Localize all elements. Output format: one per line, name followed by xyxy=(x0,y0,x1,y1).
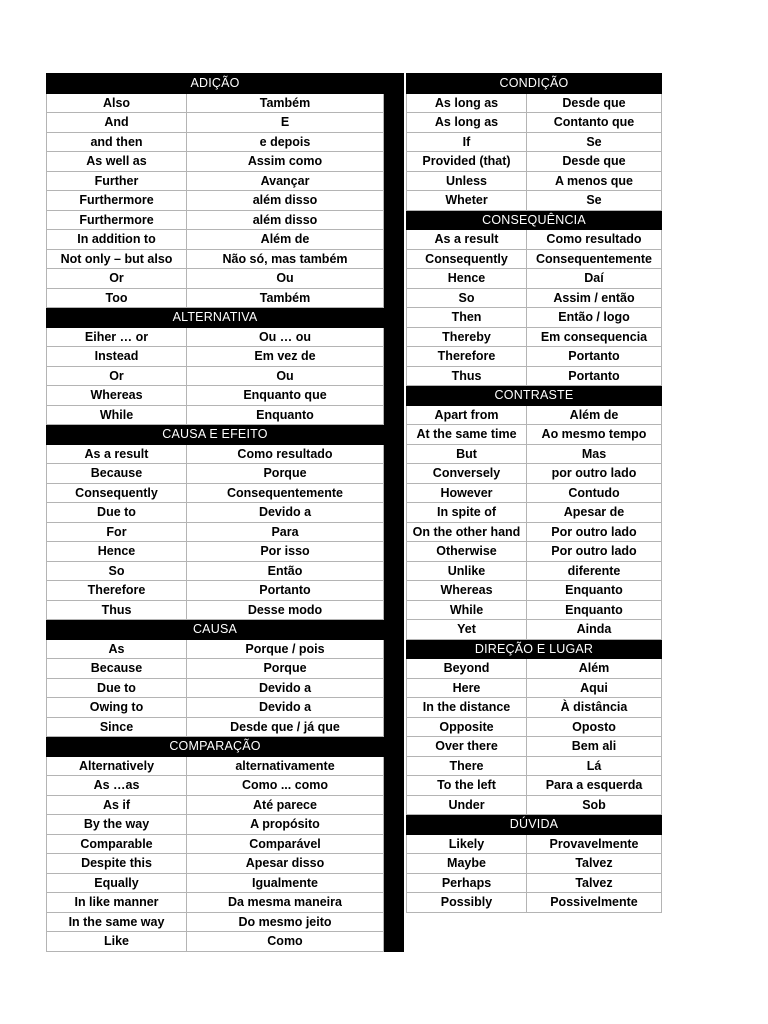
english-term: As a result xyxy=(407,230,527,250)
table-row xyxy=(407,561,662,581)
english-term: Likely xyxy=(407,834,527,854)
right-table-body xyxy=(407,74,662,913)
portuguese-term: Como ... como xyxy=(187,776,384,796)
table-row xyxy=(407,834,662,854)
english-term: Due to xyxy=(47,678,187,698)
english-term: Thus xyxy=(407,366,527,386)
table-row xyxy=(407,191,662,211)
english-term: As long as xyxy=(407,113,527,133)
english-term: As a result xyxy=(47,444,187,464)
english-term: Otherwise xyxy=(407,542,527,562)
section-header xyxy=(47,425,384,445)
portuguese-term: Possivelmente xyxy=(527,893,662,913)
table-row xyxy=(407,425,662,445)
left-table-body xyxy=(47,74,384,952)
table-row xyxy=(47,327,384,347)
english-term: As long as xyxy=(407,93,527,113)
portuguese-term: Por outro lado xyxy=(527,542,662,562)
portuguese-term: Até parece xyxy=(187,795,384,815)
section-title: DIREÇÃO E LUGAR xyxy=(407,639,662,659)
portuguese-term: Enquanto que xyxy=(187,386,384,406)
english-term: Perhaps xyxy=(407,873,527,893)
english-term: At the same time xyxy=(407,425,527,445)
table-row xyxy=(47,698,384,718)
portuguese-term: Por outro lado xyxy=(527,522,662,542)
table-row xyxy=(407,152,662,172)
english-term: Yet xyxy=(407,620,527,640)
english-term: Too xyxy=(47,288,187,308)
table-row xyxy=(407,113,662,133)
portuguese-term: Portanto xyxy=(187,581,384,601)
english-term: In the same way xyxy=(47,912,187,932)
english-term: There xyxy=(407,756,527,776)
portuguese-term: Ao mesmo tempo xyxy=(527,425,662,445)
portuguese-term: Enquanto xyxy=(527,581,662,601)
english-term: Over there xyxy=(407,737,527,757)
portuguese-term: e depois xyxy=(187,132,384,152)
portuguese-term: À distância xyxy=(527,698,662,718)
table-row xyxy=(47,581,384,601)
portuguese-term: Então xyxy=(187,561,384,581)
table-row xyxy=(407,464,662,484)
table-row xyxy=(47,522,384,542)
english-term: In addition to xyxy=(47,230,187,250)
portuguese-term: Enquanto xyxy=(527,600,662,620)
table-row xyxy=(407,249,662,269)
table-row xyxy=(407,327,662,347)
english-term: Furthermore xyxy=(47,210,187,230)
english-term: Unlike xyxy=(407,561,527,581)
portuguese-term: Assim / então xyxy=(527,288,662,308)
english-term: Owing to xyxy=(47,698,187,718)
english-term: Equally xyxy=(47,873,187,893)
portuguese-term: alternativamente xyxy=(187,756,384,776)
portuguese-term: Porque xyxy=(187,464,384,484)
english-term: So xyxy=(407,288,527,308)
table-row xyxy=(47,366,384,386)
portuguese-term: Como resultado xyxy=(187,444,384,464)
portuguese-term: Consequentemente xyxy=(187,483,384,503)
table-row xyxy=(47,756,384,776)
portuguese-term: Se xyxy=(527,191,662,211)
english-term: Also xyxy=(47,93,187,113)
portuguese-term: Daí xyxy=(527,269,662,289)
portuguese-term: Igualmente xyxy=(187,873,384,893)
portuguese-term: Também xyxy=(187,93,384,113)
portuguese-term: além disso xyxy=(187,210,384,230)
english-term: But xyxy=(407,444,527,464)
portuguese-term: Para a esquerda xyxy=(527,776,662,796)
portuguese-term: Ainda xyxy=(527,620,662,640)
english-term: So xyxy=(47,561,187,581)
table-row xyxy=(47,113,384,133)
portuguese-term: Como resultado xyxy=(527,230,662,250)
section-title: CONSEQUÊNCIA xyxy=(407,210,662,230)
english-term: Or xyxy=(47,366,187,386)
table-row xyxy=(47,288,384,308)
table-row xyxy=(407,854,662,874)
table-row xyxy=(407,776,662,796)
section-header xyxy=(47,737,384,757)
portuguese-term: Do mesmo jeito xyxy=(187,912,384,932)
section-title: ALTERNATIVA xyxy=(47,308,384,328)
english-term: As if xyxy=(47,795,187,815)
table-row xyxy=(47,93,384,113)
left-table xyxy=(46,73,384,952)
english-term: Thus xyxy=(47,600,187,620)
table-row xyxy=(47,893,384,913)
english-term: Conversely xyxy=(407,464,527,484)
table-row xyxy=(47,405,384,425)
english-term: Hence xyxy=(47,542,187,562)
english-term: Maybe xyxy=(407,854,527,874)
table-row xyxy=(47,269,384,289)
left-column xyxy=(46,73,384,952)
right-column xyxy=(406,73,662,913)
english-term: Consequently xyxy=(407,249,527,269)
portuguese-term: Desde que xyxy=(527,152,662,172)
table-row xyxy=(47,912,384,932)
english-term: Under xyxy=(407,795,527,815)
english-term: However xyxy=(407,483,527,503)
english-term: Despite this xyxy=(47,854,187,874)
portuguese-term: Ou xyxy=(187,269,384,289)
table-row xyxy=(47,600,384,620)
english-term: While xyxy=(47,405,187,425)
section-header xyxy=(407,386,662,406)
portuguese-term: Desde que / já que xyxy=(187,717,384,737)
table-row xyxy=(47,717,384,737)
english-term: On the other hand xyxy=(407,522,527,542)
table-row xyxy=(407,698,662,718)
table-row xyxy=(407,171,662,191)
portuguese-term: Oposto xyxy=(527,717,662,737)
english-term: Since xyxy=(47,717,187,737)
english-term: Like xyxy=(47,932,187,952)
portuguese-term: Da mesma maneira xyxy=(187,893,384,913)
table-row xyxy=(407,678,662,698)
portuguese-term: Além de xyxy=(187,230,384,250)
portuguese-term: Sob xyxy=(527,795,662,815)
table-row xyxy=(407,308,662,328)
table-row xyxy=(407,542,662,562)
table-row xyxy=(47,854,384,874)
english-term: As …as xyxy=(47,776,187,796)
section-title: ADIÇÃO xyxy=(47,74,384,94)
english-term: Whereas xyxy=(407,581,527,601)
table-row xyxy=(47,191,384,211)
english-term: To the left xyxy=(407,776,527,796)
table-row xyxy=(407,737,662,757)
section-header xyxy=(47,74,384,94)
english-term: As well as xyxy=(47,152,187,172)
portuguese-term: Avançar xyxy=(187,171,384,191)
section-title: CONTRASTE xyxy=(407,386,662,406)
english-term: Instead xyxy=(47,347,187,367)
table-row xyxy=(407,795,662,815)
portuguese-term: Portanto xyxy=(527,366,662,386)
english-term: Comparable xyxy=(47,834,187,854)
section-title: COMPARAÇÃO xyxy=(47,737,384,757)
table-row xyxy=(47,230,384,250)
table-row xyxy=(47,834,384,854)
table-row xyxy=(407,581,662,601)
portuguese-term: Então / logo xyxy=(527,308,662,328)
section-header xyxy=(407,210,662,230)
table-row xyxy=(47,464,384,484)
english-term: Because xyxy=(47,464,187,484)
table-row xyxy=(407,444,662,464)
portuguese-term: Em vez de xyxy=(187,347,384,367)
portuguese-term: Porque / pois xyxy=(187,639,384,659)
section-header xyxy=(47,308,384,328)
portuguese-term: Apesar de xyxy=(527,503,662,523)
table-row xyxy=(407,366,662,386)
table-row xyxy=(407,93,662,113)
english-term: Then xyxy=(407,308,527,328)
table-row xyxy=(407,405,662,425)
english-term: In the distance xyxy=(407,698,527,718)
portuguese-term: Contudo xyxy=(527,483,662,503)
table-row xyxy=(47,561,384,581)
portuguese-term: Mas xyxy=(527,444,662,464)
table-row xyxy=(47,678,384,698)
table-row xyxy=(47,444,384,464)
section-header xyxy=(407,815,662,835)
portuguese-term: Em consequencia xyxy=(527,327,662,347)
english-term: And xyxy=(47,113,187,133)
table-row xyxy=(407,756,662,776)
english-term: Beyond xyxy=(407,659,527,679)
table-row xyxy=(407,522,662,542)
english-term: Or xyxy=(47,269,187,289)
table-row xyxy=(47,873,384,893)
table-row xyxy=(47,483,384,503)
section-title: DÚVIDA xyxy=(407,815,662,835)
portuguese-term: E xyxy=(187,113,384,133)
table-row xyxy=(407,132,662,152)
portuguese-term: Ou xyxy=(187,366,384,386)
english-term: As xyxy=(47,639,187,659)
english-term: Therefore xyxy=(47,581,187,601)
english-term: Here xyxy=(407,678,527,698)
english-term: If xyxy=(407,132,527,152)
table-row xyxy=(407,347,662,367)
english-term: Therefore xyxy=(407,347,527,367)
portuguese-term: além disso xyxy=(187,191,384,211)
english-term: Consequently xyxy=(47,483,187,503)
english-term: While xyxy=(407,600,527,620)
portuguese-term: Desse modo xyxy=(187,600,384,620)
english-term: In like manner xyxy=(47,893,187,913)
table-row xyxy=(47,347,384,367)
section-header xyxy=(407,74,662,94)
table-row xyxy=(47,795,384,815)
table-row xyxy=(47,249,384,269)
portuguese-term: A propósito xyxy=(187,815,384,835)
portuguese-term: Devido a xyxy=(187,678,384,698)
portuguese-term: Também xyxy=(187,288,384,308)
portuguese-term: Devido a xyxy=(187,698,384,718)
table-row xyxy=(407,717,662,737)
portuguese-term: Se xyxy=(527,132,662,152)
section-title: CONDIÇÃO xyxy=(407,74,662,94)
table-row xyxy=(47,503,384,523)
portuguese-term: Por isso xyxy=(187,542,384,562)
table-row xyxy=(407,503,662,523)
table-row xyxy=(407,269,662,289)
column-divider xyxy=(384,73,404,952)
table-row xyxy=(47,659,384,679)
english-term: and then xyxy=(47,132,187,152)
right-table xyxy=(406,73,662,913)
table-row xyxy=(47,639,384,659)
english-term: Unless xyxy=(407,171,527,191)
portuguese-term: Devido a xyxy=(187,503,384,523)
english-term: Furthermore xyxy=(47,191,187,211)
table-row xyxy=(407,873,662,893)
english-term: Wheter xyxy=(407,191,527,211)
table-row xyxy=(47,171,384,191)
section-title: CAUSA E EFEITO xyxy=(47,425,384,445)
table-row xyxy=(407,600,662,620)
section-header xyxy=(407,639,662,659)
english-term: Apart from xyxy=(407,405,527,425)
table-row xyxy=(407,483,662,503)
english-term: Whereas xyxy=(47,386,187,406)
english-term: In spite of xyxy=(407,503,527,523)
portuguese-term: Como xyxy=(187,932,384,952)
portuguese-term: Assim como xyxy=(187,152,384,172)
portuguese-term: Provavelmente xyxy=(527,834,662,854)
portuguese-term: Portanto xyxy=(527,347,662,367)
table-row xyxy=(47,932,384,952)
english-term: Possibly xyxy=(407,893,527,913)
portuguese-term: Além xyxy=(527,659,662,679)
english-term: For xyxy=(47,522,187,542)
table-row xyxy=(47,815,384,835)
portuguese-term: Desde que xyxy=(527,93,662,113)
portuguese-term: Talvez xyxy=(527,873,662,893)
english-term: Because xyxy=(47,659,187,679)
portuguese-term: Comparável xyxy=(187,834,384,854)
portuguese-term: Enquanto xyxy=(187,405,384,425)
portuguese-term: Para xyxy=(187,522,384,542)
portuguese-term: Contanto que xyxy=(527,113,662,133)
english-term: Opposite xyxy=(407,717,527,737)
english-term: Eiher … or xyxy=(47,327,187,347)
portuguese-term: por outro lado xyxy=(527,464,662,484)
table-row xyxy=(47,210,384,230)
portuguese-term: Ou … ou xyxy=(187,327,384,347)
english-term: Further xyxy=(47,171,187,191)
english-term: Due to xyxy=(47,503,187,523)
portuguese-term: Talvez xyxy=(527,854,662,874)
english-term: Not only – but also xyxy=(47,249,187,269)
portuguese-term: Porque xyxy=(187,659,384,679)
english-term: Provided (that) xyxy=(407,152,527,172)
english-term: Thereby xyxy=(407,327,527,347)
portuguese-term: Consequentemente xyxy=(527,249,662,269)
table-row xyxy=(47,776,384,796)
portuguese-term: Lá xyxy=(527,756,662,776)
english-term: Hence xyxy=(407,269,527,289)
table-row xyxy=(407,230,662,250)
portuguese-term: Bem ali xyxy=(527,737,662,757)
table-row xyxy=(47,132,384,152)
table-row xyxy=(47,386,384,406)
table-row xyxy=(407,288,662,308)
table-row xyxy=(407,620,662,640)
portuguese-term: Não só, mas também xyxy=(187,249,384,269)
section-title: CAUSA xyxy=(47,620,384,640)
portuguese-term: diferente xyxy=(527,561,662,581)
english-term: Alternatively xyxy=(47,756,187,776)
section-header xyxy=(47,620,384,640)
portuguese-term: A menos que xyxy=(527,171,662,191)
portuguese-term: Além de xyxy=(527,405,662,425)
portuguese-term: Apesar disso xyxy=(187,854,384,874)
portuguese-term: Aqui xyxy=(527,678,662,698)
table-row xyxy=(407,893,662,913)
table-row xyxy=(47,542,384,562)
table-row xyxy=(407,659,662,679)
english-term: By the way xyxy=(47,815,187,835)
table-row xyxy=(47,152,384,172)
